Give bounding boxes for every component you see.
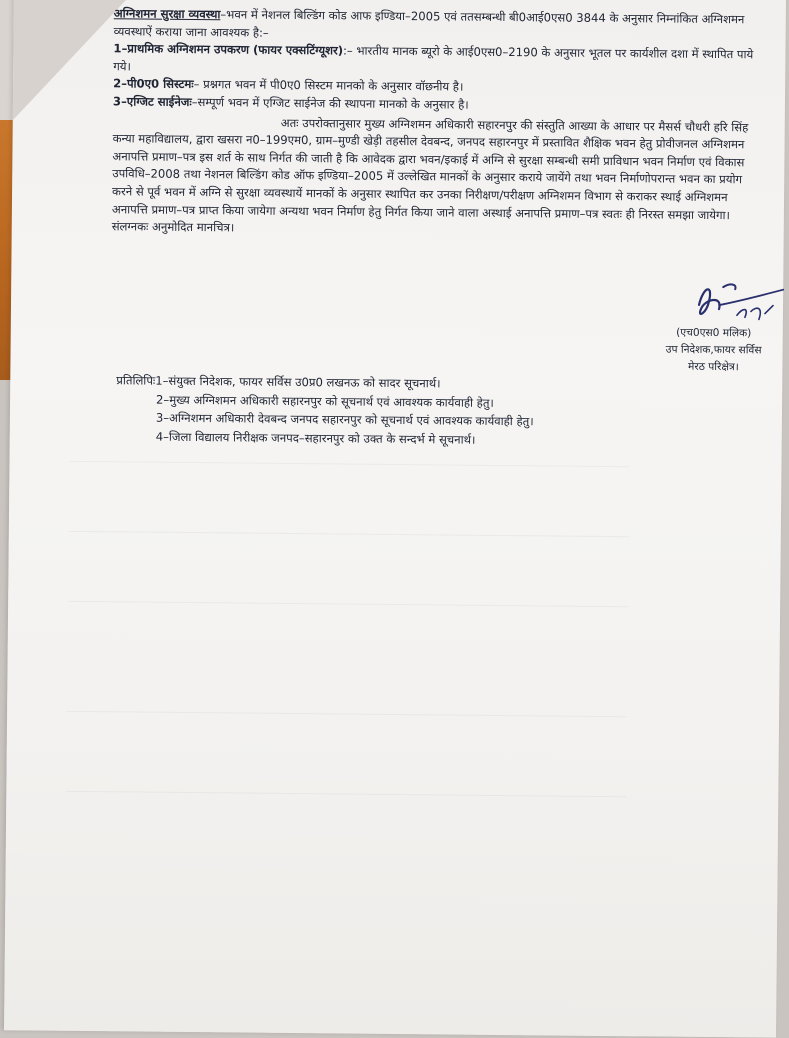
- item-label: 1–प्राथमिक अग्निशमन उपकरण (फायर एक्सटिंग्यूशर): [113, 41, 344, 58]
- document-page: [4, 0, 786, 1038]
- show-through-line: [69, 531, 629, 537]
- signatory-name: (एच0एस0 मलिक): [676, 326, 752, 340]
- intro-text: –भवन में नेशनल बिल्डिंग कोड आफ इण्डिया–2005 एवं ततसम्बन्धी बी0आई0एस0 3844 के अनुसार निम्नांकित अग्निशमन व्यवस्थाऐं कराया जाना आवश्यक है:–: [113, 7, 745, 40]
- item-text: – प्रश्नगत भवन में पी0ए0 सिस्टम मानको के अनुसार वॉछनीय है।: [193, 77, 464, 94]
- show-through-line: [66, 791, 626, 797]
- item-text: –सम्पूर्ण भवन में एग्जिट साईनेज की स्थापना मानको के अनुसार है।: [191, 94, 469, 112]
- noc-paragraph: अतः उपरोक्तानुसार मुख्य अग्निशमन अधिकारी सहारनपुर की संस्तुति आख्या के आधार पर मैसर्स चौधरी हरि सिंह कन्या महाविद्यालय, द्वारा खसरा न0–199एम0, ग्राम–मुण्डी खेड़ी तहसील देवबन्द, जनपद सहारनपुर में प्रस्तावित शैक्षिक भवन हेतु प्रोवीजनल अग्निशमन अनापत्ति प्रमाण–पत्र इस शर्त के साथ निर्गत की जाती है कि आवेदक द्वारा भवन/इकाई में अग्नि से सुरक्षा सम्बन्धी समी प्राविधान भवन निर्माण एवं विकास उपविधि–2008 तथा नेशनल बिल्डिंग कोड ऑफ इण्डिया–2005 में उल्लेखित मानकों के अनुसार कराये जायेंगे तथा भवन निर्माणोपरान्त भवन का प्रयोग करने से पूर्व भवन में अग्नि से सुरक्षा व्यवस्थायें मानकों के अनुसार स्थापित कर उनका निरीक्षण/परीक्षण अग्निशमन विभाग से कराकर स्थाई अग्निशमन अनापत्ति प्रमाण–पत्र प्राप्त किया जायेगा अन्यथा भवन निर्माण हेतु निर्गत किया जाने वाला अस्थाई अनापत्ति प्रमाण–पत्र स्वतः ही निरस्त समझा जायेगा।: [111, 115, 749, 222]
- copy-item: 4–जिला विद्यालय निरीक्षक जनपद–सहारनपुर को उक्त के सन्दर्भ मे सूचनार्थ।: [155, 429, 476, 447]
- item-label: 3–एग्जिट साईनेजः: [112, 94, 192, 109]
- signature-block: [638, 274, 789, 376]
- copy-item: 3–अग्निशमन अधिकारी देवबन्द जनपद सहारनपुर को सूचनार्थ एवं आवश्यक कार्यवाही हेतु।: [155, 410, 534, 429]
- item-text: :– भारतीय मानक ब्यूरो के आई0एस0–2190 के अनुसार भूतल पर कार्यशील दशा में स्थापित पाये गये।: [113, 43, 754, 74]
- section-heading: अग्निशमन सुरक्षा व्यवस्था: [113, 6, 221, 22]
- signatory-division: मेरठ परिक्षेत्र।: [688, 360, 739, 374]
- show-through-line: [69, 461, 629, 467]
- show-through-line: [68, 601, 628, 607]
- item-label: 2–पी0ए0 सिस्टमः: [113, 76, 194, 92]
- copy-heading: प्रतिलिपिः1–संयुक्त निदेशक, फायर सर्विस उ0प्र0 लखनऊ को सादर सूचनार्थ।: [116, 373, 441, 391]
- copy-item: 2–मुख्य अग्निशमन अधिकारी सहारनपुर को सूचनार्थ एवं आवश्यक कार्यवाही हेतु।: [156, 392, 494, 410]
- document-body: [112, 5, 764, 242]
- show-through-line: [67, 711, 627, 717]
- enclosure-line: संलग्नकः अनुमोदित मानचित्र।: [111, 219, 235, 235]
- copy-distribution: [116, 371, 757, 451]
- handwritten-signature-icon: [679, 275, 789, 328]
- signatory-designation: उप निदेशक,फायर सर्विस: [665, 343, 762, 357]
